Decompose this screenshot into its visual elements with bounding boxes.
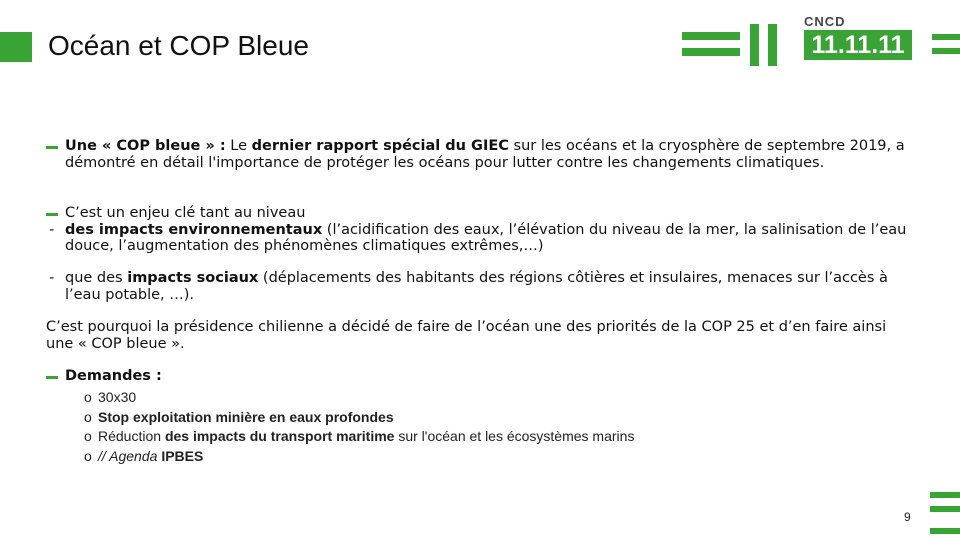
- logo-bar: [682, 48, 740, 56]
- emphasis: dernier rapport spécial du GIEC: [251, 138, 509, 154]
- bullet-mark: [46, 213, 58, 216]
- paragraph-text: [65, 270, 916, 303]
- paragraph-text: [65, 138, 916, 171]
- bullet-mark: [46, 146, 58, 149]
- paragraph-presidence: [46, 319, 916, 352]
- cncd-logo: [682, 14, 960, 70]
- list-item-text: Stop exploitation minière en eaux profondes: [98, 408, 394, 425]
- demandes-label: [65, 368, 916, 385]
- emphasis: impacts sociaux: [127, 270, 259, 286]
- text-run: (l’acidification des eaux, l’élévation du niveau de la mer, la salinisation de l’eau douce, l’augmentation des phénomènes climatiques extrêmes,…): [65, 221, 907, 254]
- page-title: Océan et COP Bleue: [48, 30, 309, 61]
- logo-bar: [930, 492, 960, 498]
- list-item: [84, 427, 634, 447]
- list-item-text: 30x30: [98, 389, 137, 405]
- emphasis: des impacts environnementaux: [65, 221, 323, 238]
- paragraph-cop-bleue: [46, 138, 916, 171]
- paragraph-enjeu: [46, 205, 916, 255]
- text-run: sur les océans et la cryosphère de septembre 2019, a démontré en détail l'importance de protéger les océans pour lutter contre les changements climatiques.: [65, 138, 905, 171]
- logo-bar: [768, 24, 777, 66]
- text-run: Le: [225, 138, 252, 154]
- title-accent-bar: [0, 32, 32, 62]
- list-bullet: o: [84, 408, 92, 425]
- demandes-list: [84, 388, 634, 466]
- logo-bar: [930, 506, 960, 512]
- emphasis: IPBES: [161, 447, 204, 464]
- paragraph-demandes: [46, 368, 916, 385]
- dash-bullet: -: [49, 270, 55, 286]
- text-run: // Agenda: [98, 447, 162, 464]
- text-run: sur l'océan et les écosystèmes marins: [394, 428, 635, 444]
- logo-bar: [930, 528, 960, 534]
- sub-item: [46, 222, 916, 255]
- emphasis: Demandes :: [65, 368, 162, 384]
- paragraph-text: C’est pourquoi la présidence chilienne a décidé de faire de l’océan une des priorités de la COP 25 et d’en faire ainsi une « COP bleue ».: [46, 319, 887, 352]
- paragraph-impacts-sociaux: [46, 270, 916, 303]
- list-bullet: o: [84, 428, 92, 444]
- dash-bullet: -: [49, 221, 55, 238]
- logo-bar: [750, 24, 759, 66]
- logo-name: CNCD: [804, 14, 846, 29]
- paragraph-line: C’est un enjeu clé tant au niveau: [65, 205, 306, 221]
- logo-date: 11.11.11: [804, 30, 912, 60]
- logo-bar: [932, 48, 960, 54]
- emphasis: Une « COP bleue » :: [65, 138, 226, 154]
- text-run: que des: [65, 270, 128, 286]
- list-item: [84, 388, 634, 408]
- text-run: Réduction: [98, 428, 165, 444]
- list-bullet: o: [84, 389, 92, 405]
- text-run: (déplacements des habitants des régions côtières et insulaires, menaces sur l’accès à l’eau potable, …).: [65, 270, 888, 303]
- paragraph-text: [65, 222, 916, 255]
- bullet-mark: [46, 376, 58, 379]
- list-bullet: o: [84, 447, 92, 464]
- list-item: [84, 447, 634, 467]
- logo-bar: [932, 34, 960, 40]
- list-item: [84, 408, 634, 428]
- footer-logo-mark: [930, 492, 960, 540]
- emphasis: des impacts du transport maritime: [164, 428, 395, 444]
- page-number: 9: [904, 510, 911, 524]
- logo-bar: [682, 32, 740, 40]
